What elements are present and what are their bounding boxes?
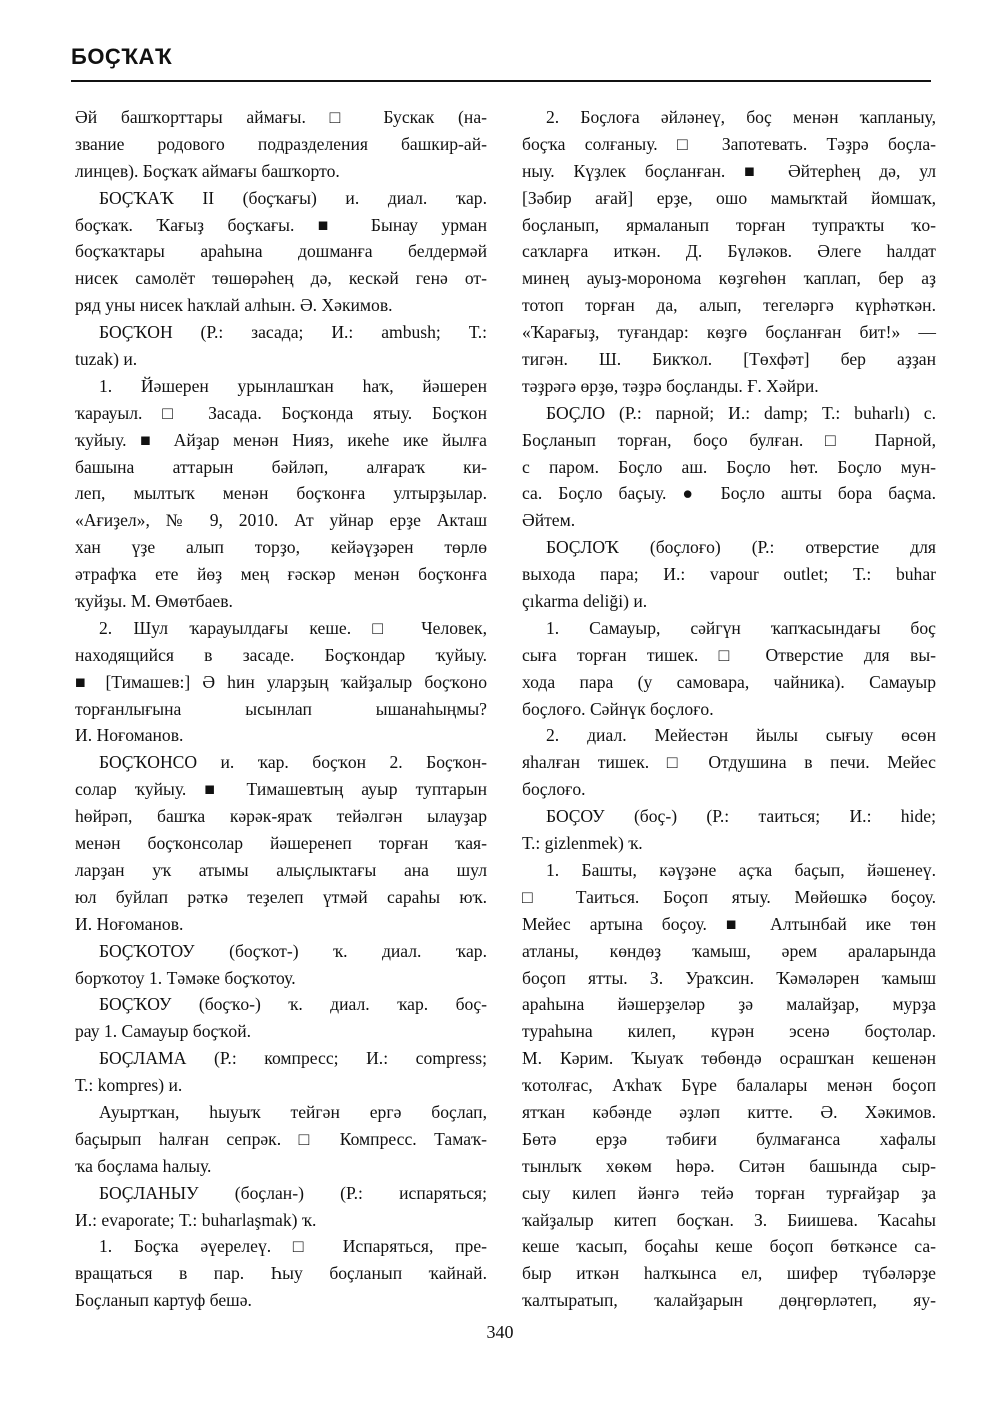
text-line: БОҪҠОНСО и. ҡар. боҫҡон 2. Боҫҡон- <box>99 752 487 773</box>
text-line: боҫлоғо. Сәйнүк боҫлоғо. <box>522 698 714 719</box>
text-line: яһалған тишек. □ Отдушина в печи. Мейес <box>522 752 936 773</box>
text-line: БОҪЛАНЫУ (боҫлан-) (Р.: испаряться; <box>99 1182 487 1203</box>
text-line: сыға торған тишек. □ Отверстие для вы- <box>522 644 936 665</box>
text-line: борҡотоу 1. Тәмәке боҫҡотоу. <box>75 967 296 988</box>
text-line: Т.: kompres) и. <box>75 1075 183 1096</box>
text-line: юл буйлап рәткә теҙелеп үтмәй сараһы юҡ. <box>75 886 487 907</box>
text-line: ■ [Тимашев:] Ә һин уларҙың ҡайҙалыр боҫҡоно <box>75 671 487 692</box>
running-head-title: БОҪҠАҠ <box>71 44 173 69</box>
text-line: БОҪЛОҠ (боҫлоғо) (Р.: отверстие для <box>546 537 936 558</box>
text-line: Бөтә ерҙә тәбиғи булмағанса хафалы <box>522 1128 936 1149</box>
text-line: Әй башҡорттары аймағы. □ Бускак (на- <box>75 107 487 127</box>
text-line: БОҪҠОН (Р.: засада; И.: ambush; Т.: <box>99 322 487 343</box>
text-line: боҫҡаҡтары араһына дошманға белдермәй <box>75 241 487 262</box>
text-line: боҫлоғо. <box>522 779 586 800</box>
text-line: находящийся в засаде. Боҫҡондар ҡуйыу. <box>75 644 487 665</box>
text-line: ятҡан кәбәнде әҙләп китте. Ә. Хәкимов. <box>522 1101 936 1122</box>
text-line: боҫоп ятты. З. Ураҡсин. Ҡәмәләрен ҡамыш <box>522 967 936 988</box>
text-line: тәҙрәгә өрҙө, тәҙрә боҫланды. Ғ. Хәйри. <box>522 375 819 396</box>
text-line: çıkarma deliği) и. <box>522 591 648 612</box>
text-line: атланы, көндөҙ ҡамыш, әрем араларында <box>522 940 936 961</box>
text-line: И. Ноғоманов. <box>75 913 184 934</box>
text-line: тигән. Ш. Бикҡол. [Төхфәт] бер аҙҙан <box>522 349 936 370</box>
text-line: кеше ҡасып, боҫаһы кеше боҫоп бөткәнсе са- <box>522 1236 936 1257</box>
text-line: һөйрәп, башҡа кәрәк-яраҡ тейәлгән ылауҙар <box>75 806 487 827</box>
text-line: хан үҙе алып торҙо, кейәүҙәрен төрлө <box>75 537 487 558</box>
text-line: минең ауыҙ-моронома көҙгөһөн ҡаплап, бер аҙ <box>522 268 936 289</box>
text-line: 1. Йәшерен урынлашҡан һаҡ, йәшерен <box>99 375 487 396</box>
text-line: Т.: gizlenmek) ҡ. <box>522 833 643 854</box>
text-line: 1. Башты, кәүҙәне аҫҡа баҫып, йәшенеү. <box>546 859 936 880</box>
text-line: ныу. Күҙлек боҫланған. ■ Әйтерһең дә, ул <box>522 160 936 181</box>
text-line: ҡарауыл. □ Засада. Боҫҡонда ятыу. Боҫҡон <box>75 402 487 423</box>
text-line: әтрафҡа ете йөҙ мең ғәскәр менән боҫҡонға <box>75 564 487 585</box>
text-line: □ Таиться. Боҫоп ятыу. Мөйөшкә боҫоу. <box>522 886 936 907</box>
text-line: 2. Боҫлоға әйләнеү, боҫ менән ҡапланыу, <box>546 107 936 127</box>
text-line: ҡуйыу. ■ Айҙар менән Нияз, икеһе ике йылға <box>75 429 487 450</box>
text-line: БОҪЛАМА (Р.: компресс; И.: compress; <box>99 1048 487 1069</box>
text-line: тотоп торған да, алып, тегеләргә күрһәткән. <box>522 295 936 316</box>
text-line: баҫырып һалған сепрәк. □ Компресс. Тамаҡ- <box>75 1128 487 1149</box>
left-column <box>75 104 487 1314</box>
text-line: 2. диал. Мейестән йылы сығыу өсөн <box>546 725 936 746</box>
text-line: башына аттарын бәйләп, алғараҡ ки- <box>75 456 487 477</box>
text-line: тынлыҡ хөкөм һөрә. Ситән башында сыр- <box>522 1155 936 1176</box>
text-line: боҫҡаҡ. Ҡағыҙ боҫҡағы. ■ Бынау урман <box>75 214 487 235</box>
text-line: 1. Самауыр, сәйгүн ҡапҡасындағы боҫ <box>546 617 936 638</box>
text-line: ҡа боҫлама һалыу. <box>75 1155 212 1176</box>
page-number: 340 <box>486 1322 514 1342</box>
text-line: сыу килеп йәнгә тейә торған турғайҙар ҙа <box>522 1182 936 1203</box>
text-line: солар ҡуйыу. ■ Тимашевтың ауыр туптарын <box>75 779 487 800</box>
right-column <box>522 104 936 1314</box>
text-line: БОҪҠАҠ II (боҫҡағы) и. диал. ҡар. <box>99 187 487 208</box>
text-line: рау 1. Самауыр боҫҡой. <box>75 1021 252 1042</box>
text-line: Боҫланып торған, боҫо булған. □ Парной, <box>522 429 936 450</box>
text-line: выхода пара; И.: vapour outlet; Т.: buhar <box>522 564 936 585</box>
text-line: хода пара (у самовара, чайника). Самауыр <box>522 671 936 692</box>
text-line: [Зәбир ағай] ерҙе, ошо мамыҡтай йомшаҡ, <box>522 187 936 208</box>
text-line: БОҪҠОТОУ (боҫҡот-) ҡ. диал. ҡар. <box>99 940 487 961</box>
text-line: И.: evaporate; Т.: buharlaşmak) ҡ. <box>75 1209 317 1230</box>
text-line: боҫҡа солғаныу. □ Запотевать. Тәҙрә боҫла- <box>522 133 936 154</box>
text-line: «Ағиҙел», № 9, 2010. Ат уйнар ерҙе Акташ <box>75 510 487 531</box>
text-line: саҡларға иткән. Д. Бүләков. Әлеге һалдат <box>522 241 936 262</box>
text-line: М. Кәрим. Ҡыуаҡ төбөндә осрашҡан кешенән <box>522 1048 936 1069</box>
text-line: араһына йәшерҙеләр ҙә малайҙар, мурҙа <box>522 994 936 1015</box>
text-line: БОҪҠОУ (боҫҡо-) ҡ. диал. ҡар. боҫ- <box>99 994 487 1015</box>
text-line: БОҪОУ (боҫ-) (Р.: таиться; И.: hide; <box>546 806 936 827</box>
text-line: вращаться в пар. Һыу боҫланып ҡайнай. <box>75 1263 487 1284</box>
text-line: Мейес артына боҫоу. ■ Алтынбай ике төн <box>522 913 936 934</box>
text-line: менән боҫҡонсолар йәшеренеп торған ҡая- <box>75 833 487 854</box>
text-line: ҡуйҙы. М. Өмөтбаев. <box>75 591 233 612</box>
text-line: 2. Шул ҡарауылдағы кеше. □ Человек, <box>99 617 487 638</box>
text-line: торғанлығына ысынлап ышанаһыңмы? <box>75 698 487 719</box>
text-line: звание родового подразделения башкир-ай- <box>75 133 487 154</box>
page-header <box>71 40 931 82</box>
text-line: тураһына килеп, күрән эсенә боҫтолар. <box>522 1021 936 1042</box>
text-line: боҫланып, ярмаланып торған тупраҡты ҡо- <box>522 214 936 235</box>
text-line: Ауыртҡан, һыуыҡ тейгән ергә боҫлап, <box>99 1101 487 1122</box>
text-line: И. Ноғоманов. <box>75 725 184 746</box>
text-line: «Ҡарағыҙ, туғандар: көҙгө боҫланған бит!» — <box>522 322 936 343</box>
text-line: 1. Боҫҡа әүерелеү. □ Испаряться, пре- <box>99 1236 487 1257</box>
text-line: линцев). Боҫҡаҡ аймағы башҡорто. <box>75 160 340 181</box>
text-line: са. Боҫло баҫыу. ● Боҫло ашты бора баҫма. <box>522 483 936 504</box>
text-line: леп, мылтыҡ менән боҫҡонға ултырҙылар. <box>75 483 487 504</box>
text-line: БОҪЛО (Р.: парной; И.: damp; Т.: buharlı) с. <box>546 402 936 423</box>
text-line: Боҫланып картуф бешә. <box>75 1290 252 1311</box>
text-line: ҡайҙалыр китеп боҫҡан. З. Биишева. Ҡасаһы <box>522 1209 936 1230</box>
text-line: ларҙан уҡ атымы алыҫлыктағы ана шул <box>75 859 487 880</box>
text-line: Әйтем. <box>522 510 576 531</box>
text-line: с паром. Боҫло аш. Боҫло һөт. Боҫло мун- <box>522 456 936 477</box>
text-line: ҡотолғас, Аҡһаҡ Бүре балалары менән боҫоп <box>522 1075 936 1096</box>
text-line: ҡалтыратып, ҡалайҙарын дөңгөрләтеп, яу- <box>522 1290 936 1311</box>
text-line: tuzak) и. <box>75 349 138 370</box>
text-line: ряд уны нисек һаҡлай алһын. Ә. Хәкимов. <box>75 295 393 316</box>
text-line: быр иткән һалҡынса ел, шифер түбәләрҙе <box>522 1263 936 1284</box>
text-line: нисек самолёт төшөрәһең дә, кескәй генә от- <box>75 268 487 289</box>
